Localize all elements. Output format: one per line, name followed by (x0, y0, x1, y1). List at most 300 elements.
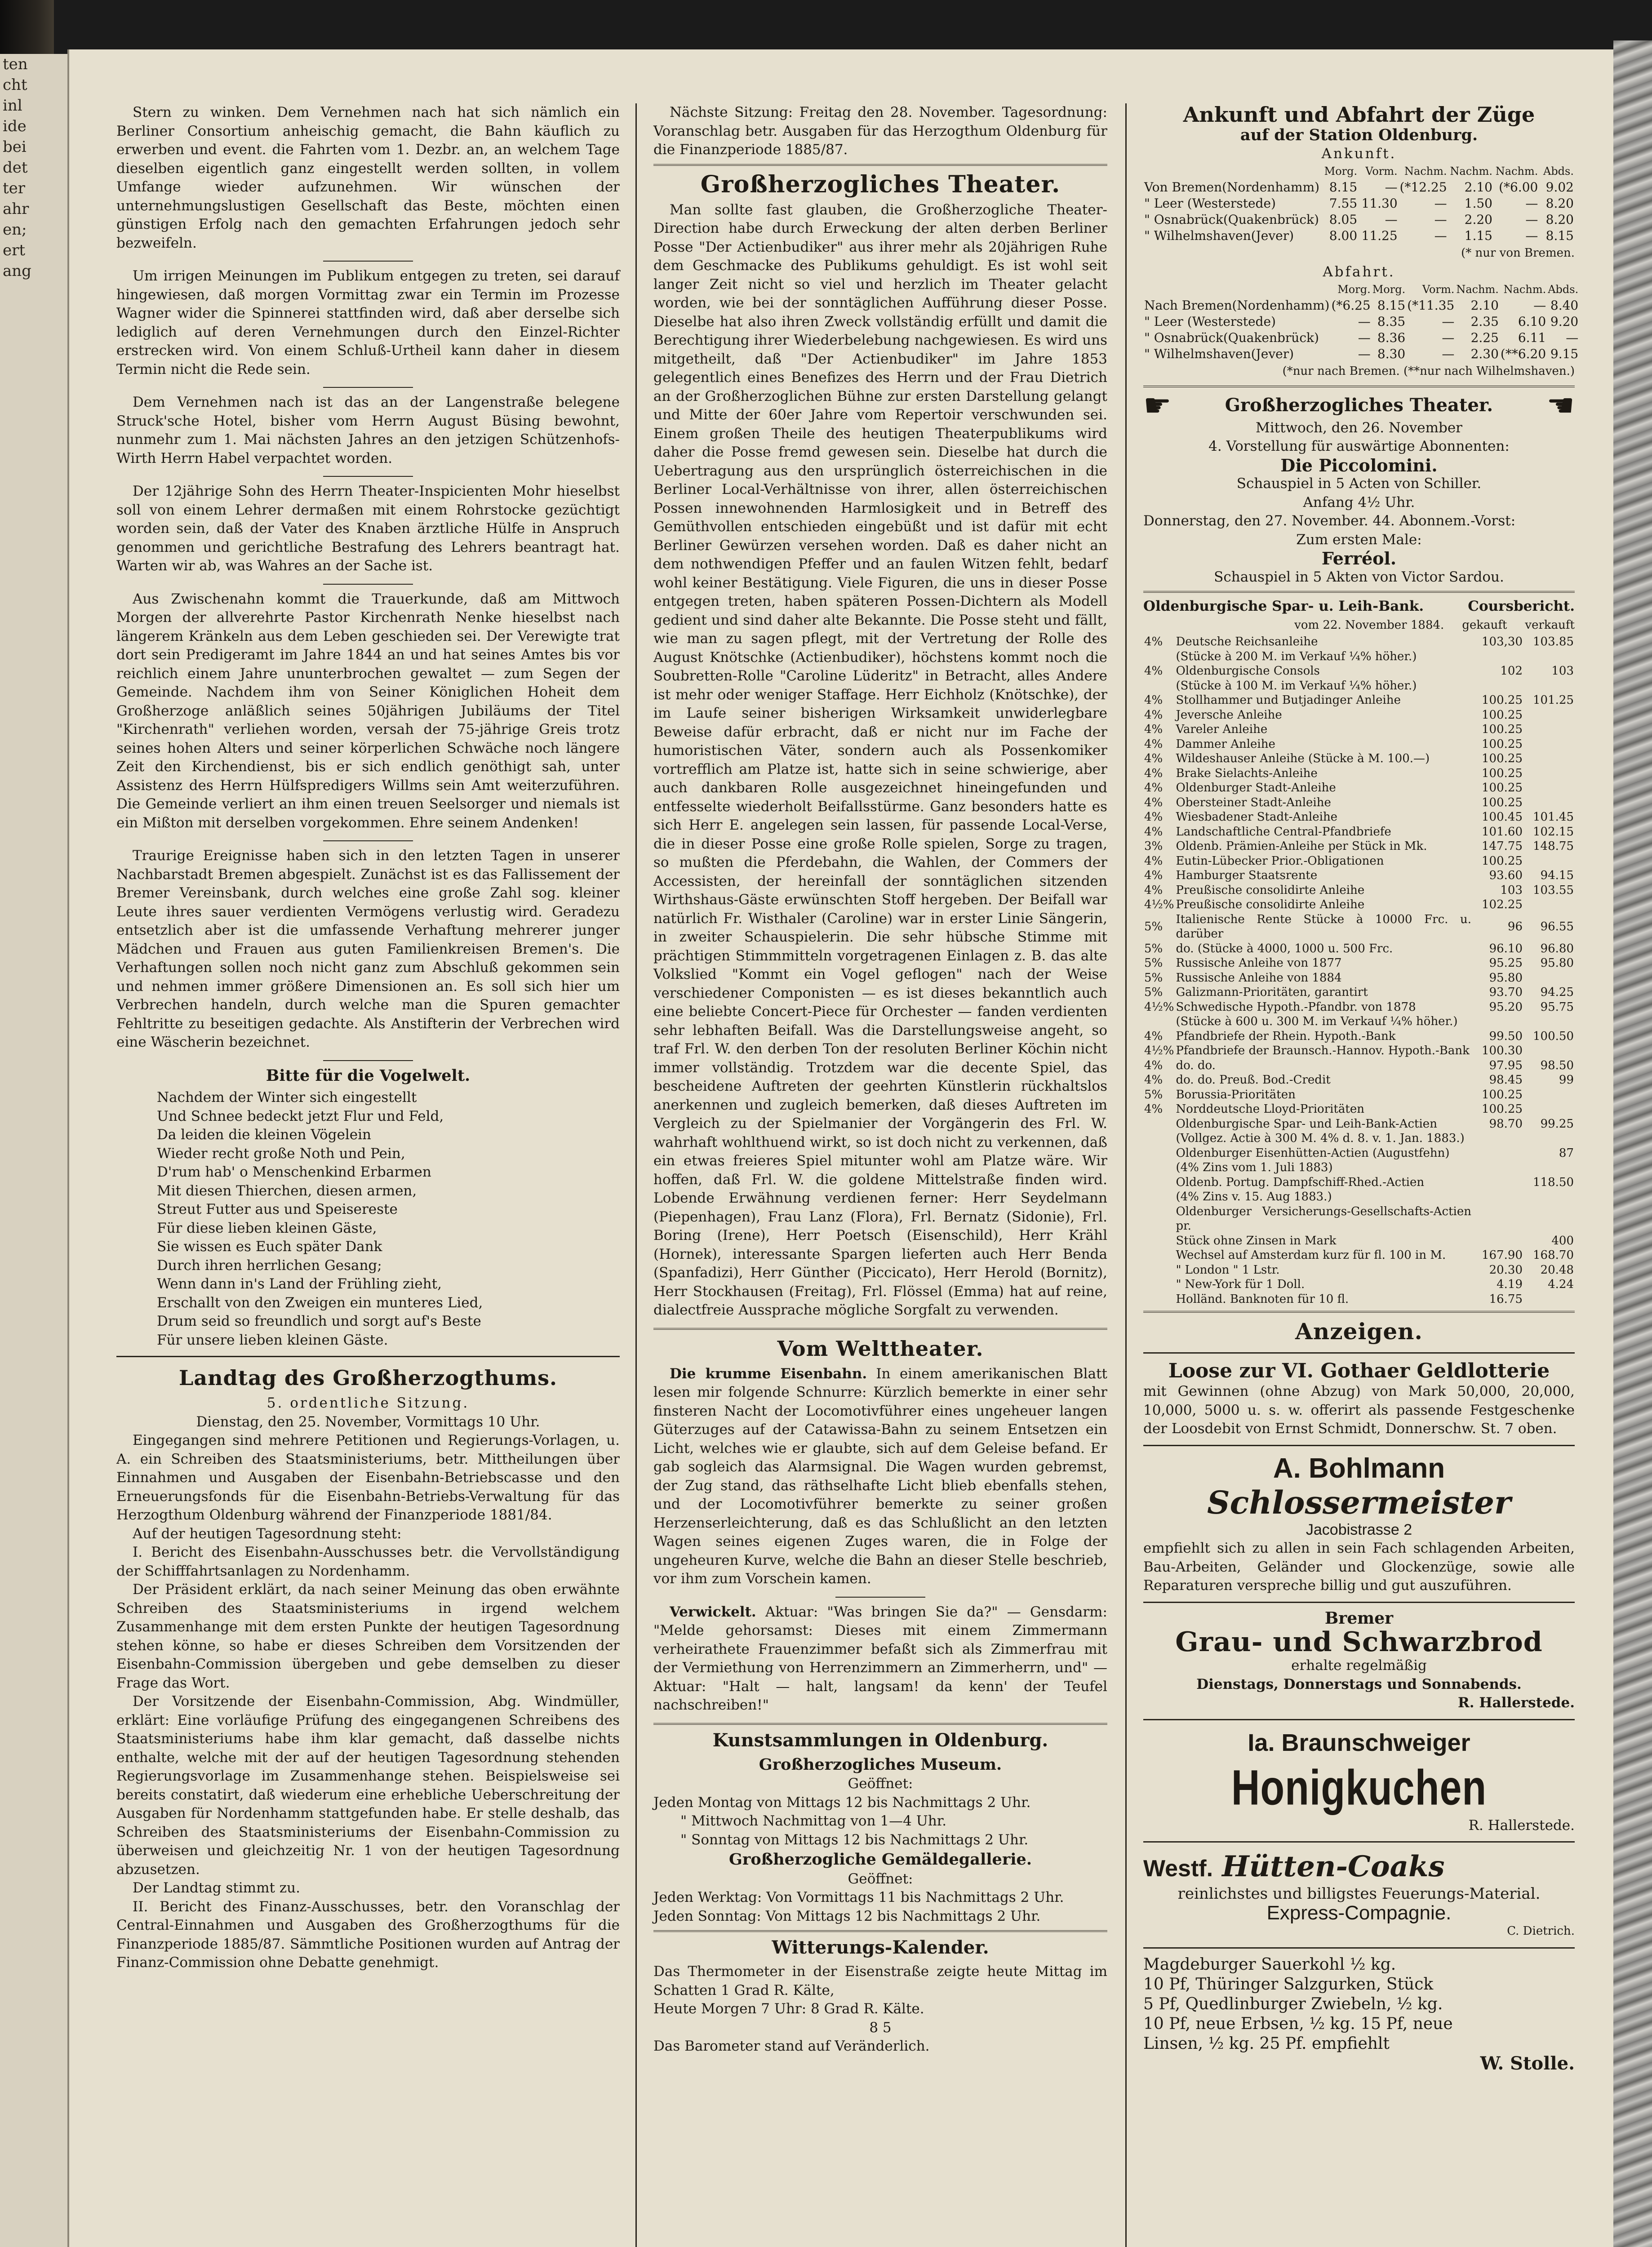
column-2 (653, 103, 1107, 2056)
kurs-name: Eutin-Lübecker Prior.-Obligationen (1176, 854, 1384, 868)
kurs-row (1143, 635, 1575, 649)
ankunft-cell: 8.00 (1329, 228, 1358, 243)
kurs-name: Brake Sielachts-Anleihe (1176, 766, 1318, 780)
ankunft-header-cell: Nachm. (1450, 165, 1492, 178)
ankunft-cell: (*6.00 (1499, 180, 1538, 195)
kurs-price (1472, 1234, 1523, 1248)
ankunft-cell: 2.20 (1464, 212, 1492, 227)
kurs-row (1143, 1190, 1575, 1204)
abfahrt-cell: (*11.35 (1407, 298, 1455, 313)
kurs-rate: 3% (1144, 839, 1163, 853)
kurs-price: 95.75 (1540, 1000, 1574, 1014)
theater-review-title: Großherzogliches Theater. (700, 170, 1061, 198)
section-rule (1143, 1602, 1575, 1603)
brot-line: Bremer (1324, 1608, 1394, 1628)
ankunft-cell: — (1525, 196, 1538, 211)
section-rule (1143, 1352, 1575, 1354)
abfahrt-cell: — (1358, 346, 1371, 361)
kurs-price: 100.25 (1482, 766, 1523, 780)
kurs-name: Oldenburgische Consols (1176, 664, 1320, 678)
kurs-price: 100.25 (1482, 708, 1523, 722)
kurs-name: Wildeshauser Anleihe (Stücke à M. 100.—) (1176, 752, 1430, 765)
kurs-rate: 5% (1144, 971, 1163, 985)
abfahrt-cell: 8.15 (1377, 298, 1406, 313)
ankunft-cell: " Osnabrück(Quakenbrück) (1144, 212, 1319, 227)
theater-line: Mittwoch, den 26. November (1255, 419, 1463, 436)
kurs-name: Pfandbriefe der Rhein. Hypoth.-Bank (1176, 1029, 1396, 1043)
kurs-price (1472, 679, 1523, 693)
marbled-endpaper (1613, 40, 1652, 2247)
kurs-row (1143, 737, 1575, 752)
kurs-name: Holländ. Banknoten für 10 fl. (1176, 1292, 1349, 1306)
coaks-title: Hütten-Coaks (1222, 1850, 1445, 1883)
landtag-para: Der Präsident erklärt, da nach seiner Meinung das oben erwähnte Schreiben des Staatsministeriums in irgend welchem Zusammenhange mit dem ersten Punkte der heutigen Tagesordnung stehen könne, so habe er dieses Schreiben dem Vorsitzenden der Eisenbahn-Commission übergeben und gebe demselben zu dieser Frage das Wort. (116, 1581, 620, 1691)
ankunft-table (1143, 163, 1575, 244)
coaks-title-row (1143, 1849, 1575, 1885)
bank-date: vom 22. November 1884. (1294, 618, 1444, 632)
theater-line: 4. Vorstellung für auswärtige Abonnenten: (1208, 438, 1510, 454)
kurs-row (1143, 854, 1575, 869)
kurs-price: 99.25 (1540, 1117, 1574, 1131)
galerie-hours: Jeden Sonntag: Von Mittags 12 bis Nachmittags 2 Uhr. (653, 1908, 1041, 1924)
kurs-price: 99 (1559, 1073, 1574, 1087)
kurs-rate (1143, 1263, 1175, 1278)
kurs-row (1143, 1014, 1575, 1029)
kurs-price: 167.90 (1482, 1248, 1523, 1262)
kurs-rate (1143, 1248, 1175, 1263)
ankunft-cell: " Leer (Westerstede) (1144, 196, 1276, 211)
abfahrt-cell: (**6.20 (1500, 346, 1546, 361)
kurs-price (1523, 1204, 1575, 1234)
kurs-rate: 4% (1144, 1073, 1163, 1087)
theater-review-text: Man sollte fast glauben, die Großherzogliche Theater-Direction habe durch Erweckung der alten derben Berliner Posse "Der Actienbudiker" aus ihrer mehr als 20jährigen Ruhe dem Geschmacke des Publikums gehuldigt. Es ist wohl seit langer Zeit nicht so viel und herzlich im Theater gelacht worden, wie bei der sonntäglichen Aufführung dieser Posse. Dieselbe hat also ihren Zweck vollständig erfüllt und damit die Berechtigung ihrer Wiederbelebung nachgewiesen. Es wird uns mitgetheilt, daß "Der Actienbudiker" im Jahre 1853 gelegentlich eines Benefizes des Herrn und der Frau Dietrich an der Großherzoglichen Bühne zur ersten Darstellung gelangt und Mitte der 60er Jahre vom Repertoir verschwunden sei. Einem großen Theile des heutigen Theaterpublikums wird daher die Posse fremd gewesen sein. Dieselbe hat durch die Uebertragung aus den ursprünglich österreichischen in die Berliner Local-Verhältnisse von ihrer, allen österreichischen Possen innewohnenden Harmlosigkeit und in Betreff des Gemüthvollen entschieden eingebüßt und ist dafür mit echt Berliner Gewürzen versehen worden. Daß es daher nicht an dem nothwendigen Pfeffer und an faulen Witzen fehlt, bedarf wohl keiner Bestätigung. Viele Figuren, die uns in dieser Posse entgegen treten, haben späteren Possen-Dichtern als Modell gedient und sind daher alte Bekannte. Die Posse steht und fällt, wie man zu sagen pflegt, mit der Vertretung der Rolle des August Knötschke (Actienbudiker), höchstens kommt noch die Soubretten-Rolle "Caroline Lüderitz" in Betracht, alles Andere ist mehr oder weniger Staffage. Herr Eichholz (Knötschke), der im Laufe seiner bisherigen Wirksamkeit unwiderlegbare Beweise dafür erbracht, daß er nicht nur im Fache der humoristischen Väter, sondern auch als Possenkomiker vortrefflich am Platze ist, hatte sich in seine schwierige, aber auch dankbaren Rolle ausgezeichnet hineingefunden und entfesselte wiederholt Beifallsstürme. Ganz besonders hatte es sich Herr E. angelegen sein lassen, für passende Local-Verse, die in dieser Posse eine große Rolle spielen, Sorge zu tragen, so mußten die Pferdebahn, die Wahlen, der Commers der Accessisten, der hereinfall der sonntäglichen sitzenden Wirthshaus-Gäste erwünschten Stoff hergeben. Der Beifall war natürlich Fr. Wisthaler (Caroline) war in erster Linie Sängerin, in zweiter Schauspielerin. Die sehr hübsche Stimme mit prächtigen Stimmmitteln vorgetragenen Einlagen z. B. das alte Volkslied "Kommt ein Vogel geflogen" nach der Weise verschiedener Componisten — es ist dieses bekanntlich auch eine beliebte Concert-Piece für Orchester — fanden verdienten sehr lebhaften Beifall. Was die Darstellungsweise angeht, so traf Frl. W. den derben Ton der resoluten Berliner Köchin nicht immer vollständig. Trotzdem war die decente Spiel, das bescheidene Auftreten der geehrten Künstlerin rückhaltslos anerkennen und zugleich bemerken, daß dieses Auftreten im Vergleich zu der Spielmanier der Vorgängerin des Frl. W. wahrhaft wohlthuend wirkt, so ist doch nicht zu verkennen, daß ein etwas freieres Spiel mitunter wohl am Platze wäre. Wir hoffen, daß Frl. W. die goldene Mittelstraße finden wird. Lobende Erwähnung verdienen ferner: Herr Seydelmann (Piepenhagen), Frau Lanz (Flora), Frl. Bernatz (Sidonie), Frl. Boring (Irene), Herr Poetsch (Eisenschild), Herr Krähl (Hornek), interessante Spargen lieferten auch Herr Benda (Spanfadizi), Herr Günther (Piccicato), Herr Herold (Bornitz), Herr Stockhausen (Freitag), Frl. Flössel (Emma) hat auf reine, dialectfreie Aussprache mögliche Sorgfalt zu verwenden. (653, 201, 1107, 1318)
kurs-price: 100.25 (1482, 854, 1523, 868)
bank-col: gekauft (1462, 618, 1507, 632)
ankunft-cell: 1.15 (1464, 228, 1492, 243)
section-rule (116, 1356, 620, 1357)
theater-line: Schauspiel in 5 Acten von Schiller. (1236, 475, 1482, 492)
ankunft-header-cell: Vorm. (1365, 165, 1398, 178)
kurs-row (1143, 897, 1575, 912)
abfahrt-header-row (1143, 281, 1579, 298)
kurs-name: Vareler Anleihe (1176, 723, 1268, 736)
kurs-name: Stollhammer und Butjadinger Anleihe (1176, 693, 1401, 707)
column-rule (1125, 103, 1127, 2247)
kurs-name: (Vollgez. Actie à 300 M. 4% d. 8. v. 1. Jan. 1883.) (1176, 1132, 1465, 1145)
kurs-price (1523, 1014, 1575, 1029)
honig-title: Honigkuchen (1231, 1759, 1487, 1815)
kurs-row (1143, 1058, 1575, 1073)
abfahrt-cell: — (1442, 314, 1455, 329)
separator (323, 261, 413, 262)
abfahrt-header-cell: Nachm. (1456, 283, 1499, 296)
kurs-rate (1143, 679, 1175, 693)
separator (835, 1597, 925, 1598)
galerie-open: Geöffnet: (848, 1870, 913, 1887)
column-rule (635, 103, 637, 2247)
kurs-rate: 4% (1144, 854, 1163, 868)
ankunft-cell: 8.15 (1329, 180, 1358, 195)
kurs-name: (4% Zins vom 1. Juli 1883) (1176, 1161, 1333, 1174)
witterung-line: Das Barometer stand auf Veränderlich. (653, 2038, 930, 2054)
kurs-price: 96.55 (1540, 919, 1574, 933)
stolle-ad (1143, 1955, 1575, 2074)
ankunft-cell: 2.10 (1464, 180, 1492, 195)
kurs-row (1143, 1029, 1575, 1044)
kurs-price: 98.70 (1489, 1117, 1523, 1131)
kurs-price: 102.15 (1533, 825, 1574, 839)
kurs-price: 168.70 (1533, 1248, 1574, 1262)
ankunft-cell: — (1434, 196, 1447, 211)
kurs-row (1143, 1000, 1575, 1015)
abfahrt-cell: — (1442, 330, 1455, 345)
separator (323, 476, 413, 477)
ankunft-cell: — (1434, 212, 1447, 227)
kurs-price: 102 (1500, 664, 1523, 678)
kurs-price: 102.25 (1482, 898, 1523, 911)
kurs-price: 100.30 (1482, 1044, 1523, 1057)
kurs-price: 95.80 (1489, 971, 1523, 985)
kurs-price (1523, 1160, 1575, 1175)
pointing-hand-left-icon: ☚ (1546, 386, 1575, 424)
kurs-name: Oldenburger Stadt-Anleihe (1176, 781, 1336, 795)
kurs-price: 118.50 (1533, 1175, 1574, 1189)
kurs-price: 20.48 (1540, 1263, 1574, 1277)
lotterie-title: Loose zur VI. Gothaer Geldlotterie (1168, 1359, 1550, 1382)
abfahrt-cell: (*6.25 (1331, 298, 1371, 313)
kurs-price (1523, 1292, 1575, 1307)
kurs-rate: 4% (1144, 795, 1163, 809)
article-zwischenahn: Aus Zwischenahn kommt die Trauerkunde, daß am Mittwoch Morgen der allverehrte Pastor Kirchenrath Nenke hieselbst nach längerem Kränkeln aus dem Leben geschieden sei. Der Verewigte trat dort sein Predigeramt im Jahre 1844 an und hat seines Amtes bis vor reichlich einem Jahre ununterbrochen gewaltet — zum Segen der Gemeinde. Nachdem ihm von Seiner Königlichen Hoheit dem Großherzoge anläßlich seines 50jährigen Jubiläums der Titel "Kirchenrath" verliehen worden, versah der 75-jährige Greis trotz seines hohen Alters und seiner körperlichen Schwäche noch längere Zeit den Kirchendienst, bis er sich endlich genöthigt sah, unter Assistenz des Herrn Hülfspredigers Willms sein Amt weiterzuführen. Die Gemeinde verliert an ihm einen treuen Seelsorger und niemals ist ein Mißton mit derselben vorgekommen. Ehre seinem Andenken! (116, 591, 620, 831)
kurs-name: do. do. Preuß. Bod.-Credit (1176, 1073, 1331, 1087)
kurs-price: 101.45 (1533, 810, 1574, 824)
kurs-rate: 4% (1144, 723, 1163, 736)
previous-page-fragment: en; (3, 221, 27, 239)
kurs-name: " New-York für 1 Doll. (1176, 1278, 1305, 1291)
kurs-rate (1143, 1014, 1175, 1029)
kurs-price: 4.24 (1548, 1278, 1574, 1291)
abfahrt-table (1143, 281, 1579, 362)
kurs-row (1143, 1248, 1575, 1263)
kurs-row (1143, 912, 1575, 941)
kurs-row (1143, 1234, 1575, 1248)
kurs-price (1523, 751, 1575, 766)
kurs-row (1143, 1160, 1575, 1175)
kurs-price: 100.25 (1482, 723, 1523, 736)
kurs-row (1143, 825, 1575, 839)
landtag-para: I. Bericht des Eisenbahn-Ausschusses betr. die Vervollständigung der Schifffahrtsanlagen zu Nordenhamm. (116, 1544, 620, 1579)
kurs-price: 93.60 (1489, 869, 1523, 882)
kurs-price (1472, 1160, 1523, 1175)
ankunft-cell: — (1525, 228, 1538, 243)
verwickelt-body: Aktuar: "Was bringen Sie da?" — Gensdarm: "Melde gehorsamst: Dieses mit einem Zimmermann verheirathete Frauenzimmer befaßt sich als Zimmerfrau mit der Vermiethung von Herrenzimmern an Zimmerherrn, und" — Aktuar: "Halt — halt, langsam! da kenn' der Teufel nachschreiben!" (653, 1603, 1108, 1713)
previous-page-edge (0, 54, 67, 2247)
section-rule (1143, 1445, 1575, 1446)
kurs-row (1143, 1073, 1575, 1088)
kurs-rate: 4% (1144, 737, 1163, 751)
kurs-price: 16.75 (1489, 1292, 1523, 1306)
kurs-rate: 4% (1144, 825, 1163, 839)
lotterie-text: mit Gewinnen (ohne Abzug) von Mark 50,000, 20,000, 10,000, 5000 u. s. w. offerirt als passende Festgeschenke der Loosdebit von Ernst Schmidt, Donnerschw. St. 7 oben. (1143, 1383, 1575, 1437)
kurs-row (1143, 751, 1575, 766)
kurs-price: 100.25 (1482, 795, 1523, 809)
kurs-price: 94.15 (1540, 869, 1574, 882)
kurs-price: 93.70 (1489, 986, 1523, 999)
witterung-line: Das Thermometer in der Eisenstraße zeigte heute Mittag im Schatten 1 Grad R. Kälte, (653, 1963, 1107, 1998)
coaks-signature: C. Dietrich. (1507, 1924, 1575, 1938)
kurs-price (1523, 897, 1575, 912)
kurs-price: 103.85 (1533, 635, 1574, 648)
kunst-title: Kunstsammlungen in Oldenburg. (712, 1729, 1048, 1751)
landtag-para: Auf der heutigen Tagesordnung steht: (133, 1525, 402, 1542)
abfahrt-cell: — (1358, 330, 1371, 345)
kurs-price: 100.50 (1533, 1029, 1574, 1043)
kurs-rate: 4% (1144, 810, 1163, 824)
kurs-price (1472, 1146, 1523, 1161)
kurs-rate (1143, 1146, 1175, 1161)
kurs-rate (1143, 1292, 1175, 1307)
kurs-price: 96 (1507, 919, 1523, 933)
kurs-name: Preußische consolidirte Anleihe (1176, 898, 1365, 911)
theater-ad-header (1143, 386, 1575, 424)
kurs-name: Oldenburgische Spar- und Leih-Bank-Actien (1176, 1117, 1437, 1131)
article-mohr: Der 12jährige Sohn des Herrn Theater-Inspicienten Mohr hieselbst soll von einem Lehrer dermaßen mit einem Rohrstocke gezüchtigt worden sein, daß der Vater des Knaben ärztliche Hülfe in Anspruch genommen und gerichtliche Bestrafung des Lehrers beantragt hat. Warten wir ab, was Wahres an der Sache ist. (116, 483, 620, 574)
kurs-name: Italienische Rente Stücke à 10000 Frc. u. darüber (1176, 912, 1471, 941)
kurs-name: do. do. (1176, 1058, 1216, 1072)
kurs-price: 103,30 (1482, 635, 1523, 648)
kurs-price: 94.25 (1540, 986, 1574, 999)
kurs-rate: 4% (1144, 635, 1163, 648)
kurs-table (1143, 635, 1575, 1306)
kurs-row (1143, 1277, 1575, 1292)
kurs-row (1143, 664, 1575, 679)
kurs-price (1472, 1175, 1523, 1190)
kurs-rate (1143, 1204, 1175, 1234)
kurs-row (1143, 1131, 1575, 1146)
kurs-price (1523, 649, 1575, 664)
theater-ad-title: Großherzogliches Theater. (1225, 394, 1493, 416)
kurs-name: Schwedische Hypoth.-Pfandbr. von 1878 (1176, 1000, 1416, 1014)
theater-line: Zum ersten Male: (1296, 531, 1422, 548)
kurs-price: 101.60 (1482, 825, 1523, 839)
kurs-rate: 4% (1144, 1102, 1163, 1116)
ankunft-label: Ankunft. (1321, 145, 1397, 162)
kurs-rate (1143, 649, 1175, 664)
abfahrt-header-cell: Morg. (1372, 283, 1406, 296)
coaks-line: Express-Compagnie. (1266, 1901, 1452, 1924)
ankunft-cell: 11.30 (1361, 196, 1398, 211)
kurs-rate: 4% (1144, 781, 1163, 795)
abfahrt-cell: — (1533, 298, 1546, 313)
next-session: Nächste Sitzung: Freitag den 28. November. Tagesordnung: Voranschlag betr. Ausgaben für das Herzogthum Oldenburg für die Finanzperiode 1885/87. (653, 104, 1107, 158)
stolle-line: Linsen, ½ kg. 25 Pf. empfiehlt (1143, 2034, 1390, 2053)
previous-page-fragment: ter (3, 179, 26, 197)
abfahrt-cell: 2.25 (1470, 330, 1499, 345)
kurs-row (1143, 1175, 1575, 1190)
kurs-price: 100.45 (1482, 810, 1523, 824)
previous-page-fragment: bei (3, 138, 27, 156)
abfahrt-cell: — (1442, 346, 1455, 361)
kurs-row (1143, 868, 1575, 883)
abfahrt-cell: 8.35 (1377, 314, 1406, 329)
kurs-rate (1143, 1117, 1175, 1132)
kurs-name: do. (Stücke à 4000, 1000 u. 500 Frc. (1176, 941, 1393, 955)
abfahrt-cell: 9.20 (1550, 314, 1579, 329)
previous-page-fragment: ahr (3, 200, 29, 218)
kurs-price (1523, 781, 1575, 795)
kurs-price (1523, 795, 1575, 810)
kurs-name: Hamburger Staatsrente (1176, 869, 1318, 882)
ankunft-cell: 8.05 (1329, 212, 1358, 227)
kurs-rate: 4% (1144, 693, 1163, 707)
kurs-row (1143, 810, 1575, 825)
kurs-price (1523, 1102, 1575, 1117)
kurs-rate: 4½% (1144, 1044, 1174, 1057)
ankunft-cell: Von Bremen(Nordenhamm) (1144, 180, 1320, 195)
ankunft-cell: — (1434, 228, 1447, 243)
theater-play: Die Piccolomini. (1280, 455, 1438, 475)
ankunft-row (1143, 228, 1575, 244)
previous-page-fragment: ide (3, 117, 27, 135)
kurs-rate: 5% (1144, 941, 1163, 955)
abfahrt-row (1143, 298, 1579, 314)
kurs-name: Preußische consolidirte Anleihe (1176, 883, 1365, 897)
bohlmann-address: Jacobistrasse 2 (1306, 1521, 1412, 1538)
abfahrt-cell: " Wilhelmshaven(Jever) (1144, 346, 1294, 361)
section-rule (1143, 1841, 1575, 1843)
kurs-price (1472, 1204, 1523, 1234)
separator (323, 387, 413, 388)
kurs-name: (4% Zins v. 15. Aug 1883.) (1176, 1190, 1332, 1203)
previous-page-fragment: inl (3, 97, 22, 115)
brot-signature: R. Hallerstede. (1457, 1695, 1575, 1711)
verwickelt-text (653, 1603, 1107, 1715)
article-bremen: Traurige Ereignisse haben sich in den letzten Tagen in unserer Nachbarstadt Bremen abgespielt. Zunächst ist es das Fallissement der Bremer Vereinsbank, durch welches eine große Zahl sog. kleiner Leute ihres sauer verdienten Vermögens verlustig wird. Geradezu entsetzlich aber ist die umfassende Verhaftung mehrerer junger Mädchen und Frauen aus guten Familienkreisen Bremen's. Die Verhaftungen sollen noch nicht ganz zum Abschluß gekommen sein und nehmen immer größere Dimensionen an. Es soll sich hier um Verbrechen handeln, durch welche man die Spuren gemachter Fehltritte zu beseitigen gedachte. Als Anstifterin der Verbrechen wird eine Wäscherin bezeichnet. (116, 848, 620, 1050)
ankunft-header-cell: Nachm. (1495, 165, 1538, 178)
section-rule (1143, 1947, 1575, 1949)
ankunft-row (1143, 179, 1575, 195)
kurs-rate: 4½% (1144, 1000, 1174, 1014)
brot-title: Grau- und Schwarzbrod (1175, 1626, 1543, 1658)
kurs-price: 99.50 (1489, 1029, 1523, 1043)
kurs-row (1143, 649, 1575, 664)
kurs-price: 97.95 (1489, 1058, 1523, 1072)
section-rule (1143, 1311, 1575, 1313)
stolle-line: 5 Pf, Quedlinburger Zwiebeln, ½ kg. (1143, 1994, 1443, 2013)
kurs-name: Oldenburger Eisenhütten-Actien (Augustfehn) (1176, 1146, 1450, 1160)
welttheater-text (653, 1365, 1107, 1589)
kurs-price (1472, 1014, 1523, 1029)
ankunft-cell: " Wilhelmshaven(Jever) (1144, 228, 1294, 243)
brot-line: Dienstags, Donnerstags und Sonnabends. (1196, 1676, 1522, 1692)
newspaper-page (67, 49, 1615, 2247)
kurs-name: Borussia-Prioritäten (1176, 1088, 1296, 1101)
kurs-name: Galizmann-Prioritäten, garantirt (1176, 986, 1368, 999)
article-railway-end: Stern zu winken. Dem Vernehmen nach hat sich nämlich ein Berliner Consortium anheischig gemacht, die Bahn käuflich zu erwerben und event. die Fahrten vom 1. Dezbr. an, an welchem Tage dieselben eigentlich ganz eingestellt werden sollten, in vollem Umfange wieder aufzunehmen. Wir wünschen der unternehmungslustigen Gesellschaft das Beste, möchten einen günstigen Erfolg nach den gemachten Erfahrungen jedoch sehr bezweifeln. (116, 104, 620, 251)
museum-hours: Jeden Montag von Mittags 12 bis Nachmittags 2 Uhr. (653, 1794, 1031, 1811)
ankunft-header-cell: Nachm. (1404, 165, 1447, 178)
abfahrt-cell: 2.35 (1470, 314, 1499, 329)
kurs-row (1143, 971, 1575, 986)
welttheater-subtitle: Die krumme Eisenbahn. (670, 1365, 867, 1382)
kurs-price: 98.50 (1540, 1058, 1574, 1072)
section-rule (653, 1328, 1107, 1330)
kurs-price (1523, 1044, 1575, 1058)
ankunft-header-cell: Abds. (1543, 165, 1574, 178)
museum-title: Großherzogliches Museum. (759, 1755, 1002, 1774)
ankunft-cell: 8.15 (1545, 228, 1574, 243)
kurs-rate: 4% (1144, 664, 1163, 678)
kurs-rate: 5% (1144, 1088, 1163, 1101)
kurs-rate (1143, 1190, 1175, 1204)
kurs-name: (Stücke à 600 u. 300 M. im Verkauf ¼% höher.) (1176, 1015, 1458, 1028)
ankunft-cell: 7.55 (1329, 196, 1358, 211)
kurs-name: Deutsche Reichsanleihe (1176, 635, 1318, 648)
ankunft-cell: 11.25 (1361, 228, 1398, 243)
witterung-line: 8 5 (869, 2019, 892, 2036)
kurs-price: 100.25 (1482, 1088, 1523, 1101)
kurs-rate: 4% (1144, 883, 1163, 897)
kurs-price: 100.25 (1482, 752, 1523, 765)
kurs-name: Wiesbadener Stadt-Anleihe (1176, 810, 1338, 824)
theater-line: Anfang 4½ Uhr. (1303, 494, 1415, 511)
landtag-title: Landtag des Großherzogthums. (178, 1366, 558, 1390)
coaks-line: reinlichstes und billigstes Feuerungs-Material. (1177, 1885, 1541, 1903)
poem-text: Nachdem der Winter sich eingestellt Und Schnee bedeckt jetzt Flur und Feld, Da leiden die kleinen Vögelein Wieder recht große Noth und Pein, D'rum hab' o Menschenkind Erbarmen Mit diesen Thierchen, diesen armen, Streut Futter aus und Speisereste Für diese lieben kleinen Gäste, Sie wissen es Euch später Dank Durch ihren herrlichen Gesang; Wenn dann in's Land der Frühling zieht, Erschallt von den Zweigen ein munteres Lied, Drum seid so freundlich und sorgt auf's Beste Für unsere lieben kleinen Gäste. (157, 1089, 483, 1348)
kurs-row (1143, 1292, 1575, 1307)
stolle-line: 10 Pf, neue Erbsen, ½ kg. 15 Pf, neue (1143, 2014, 1453, 2033)
section-rule (653, 1930, 1107, 1932)
kurs-row (1143, 1204, 1575, 1234)
landtag-para: Eingegangen sind mehrere Petitionen und Regierungs-Vorlagen, u. A. ein Schreiben des Staatsministeriums, betr. Mittheilungen über Einnahmen und Ausgaben der Eisenbahn-Betriebscasse und den Erneuerungsfonds für die Eisenbahn-Betriebs-Verwaltung für das Herzogthum Oldenburg während der Finanzperiode 1881/84. (116, 1432, 620, 1523)
kurs-price (1523, 1131, 1575, 1146)
kurs-rate: 4% (1144, 1029, 1163, 1043)
kurs-price: 4.19 (1497, 1278, 1523, 1291)
column-1 (116, 103, 620, 1972)
separator (323, 1060, 413, 1061)
kurs-price (1523, 1088, 1575, 1102)
landtag-subtitle: 5. ordentliche Sitzung. (266, 1395, 470, 1411)
kurs-row (1143, 795, 1575, 810)
brot-line: erhalte regelmäßig (1291, 1657, 1427, 1674)
welttheater-body: In einem amerikanischen Blatt lesen mir folgende Schnurre: Kürzlich bemerkte in einer sehr finsteren Nacht der Locomotivführer eines ungeheuer langen Güterzuges auf der Catawissa-Bahn zu seinem Entsetzen ein Licht, welches wie er glaubte, sich auf dem Geleise befand. Er gab sogleich das Alarmsignal. Die Wagen wurden gebremst, der Zug stand, das räthselhafte Licht blieb ebenfalls stehen, und der Locomotivführer bemerkte zu seiner großen Herzenserleichterung, daß es das Schlußlicht an den letzten Wagen seines eigenen Zuges waren, die in Folge der ungeheuren Kurve, welche die Bahn an dieser Stelle beschrieb, vor ihm zum Vorschein kamen. (653, 1365, 1107, 1587)
ankunft-row (1143, 195, 1575, 212)
bank-title: Oldenburgische Spar- u. Leih-Bank. (1143, 598, 1424, 614)
ankunft-cell: 1.50 (1464, 196, 1492, 211)
kurs-price: 101.25 (1533, 693, 1574, 707)
kurs-rate: 4½% (1144, 898, 1174, 911)
kurs-rate (1143, 1131, 1175, 1146)
witterung-title: Witterungs-Kalender. (772, 1937, 989, 1958)
kurs-name: Wechsel auf Amsterdam kurz für fl. 100 in M. (1176, 1248, 1446, 1262)
kurs-price: 87 (1559, 1146, 1574, 1160)
kurs-price (1523, 766, 1575, 781)
galerie-title: Großherzogliche Gemäldegallerie. (728, 1850, 1032, 1869)
kurs-name: (Stücke à 100 M. im Verkauf ¼% höher.) (1176, 679, 1417, 693)
ankunft-row (1143, 212, 1575, 228)
witterung-line: Heute Morgen 7 Uhr: 8 Grad R. Kälte. (653, 2001, 924, 2017)
abfahrt-cell: — (1566, 330, 1579, 345)
landtag-para: II. Bericht des Finanz-Ausschusses, betr. den Voranschlag der Central-Einnahmen und Ausgaben des Großherzogthums für die Finanzperiode 1885/87. Sämmtliche Positionen wurden auf Antrag der Finanz-Commission ohne Debatte genehmigt. (116, 1898, 620, 1971)
kurs-price: 98.45 (1489, 1073, 1523, 1087)
bank-col: verkauft (1525, 618, 1575, 632)
abfahrt-cell: 8.40 (1550, 298, 1579, 313)
kurs-rate: 4% (1144, 766, 1163, 780)
kurs-price (1523, 971, 1575, 986)
bohlmann-name: A. Bohlmann (1273, 1452, 1445, 1484)
kurs-name: Russische Anleihe von 1877 (1176, 956, 1342, 970)
column-3 (1143, 102, 1579, 2074)
